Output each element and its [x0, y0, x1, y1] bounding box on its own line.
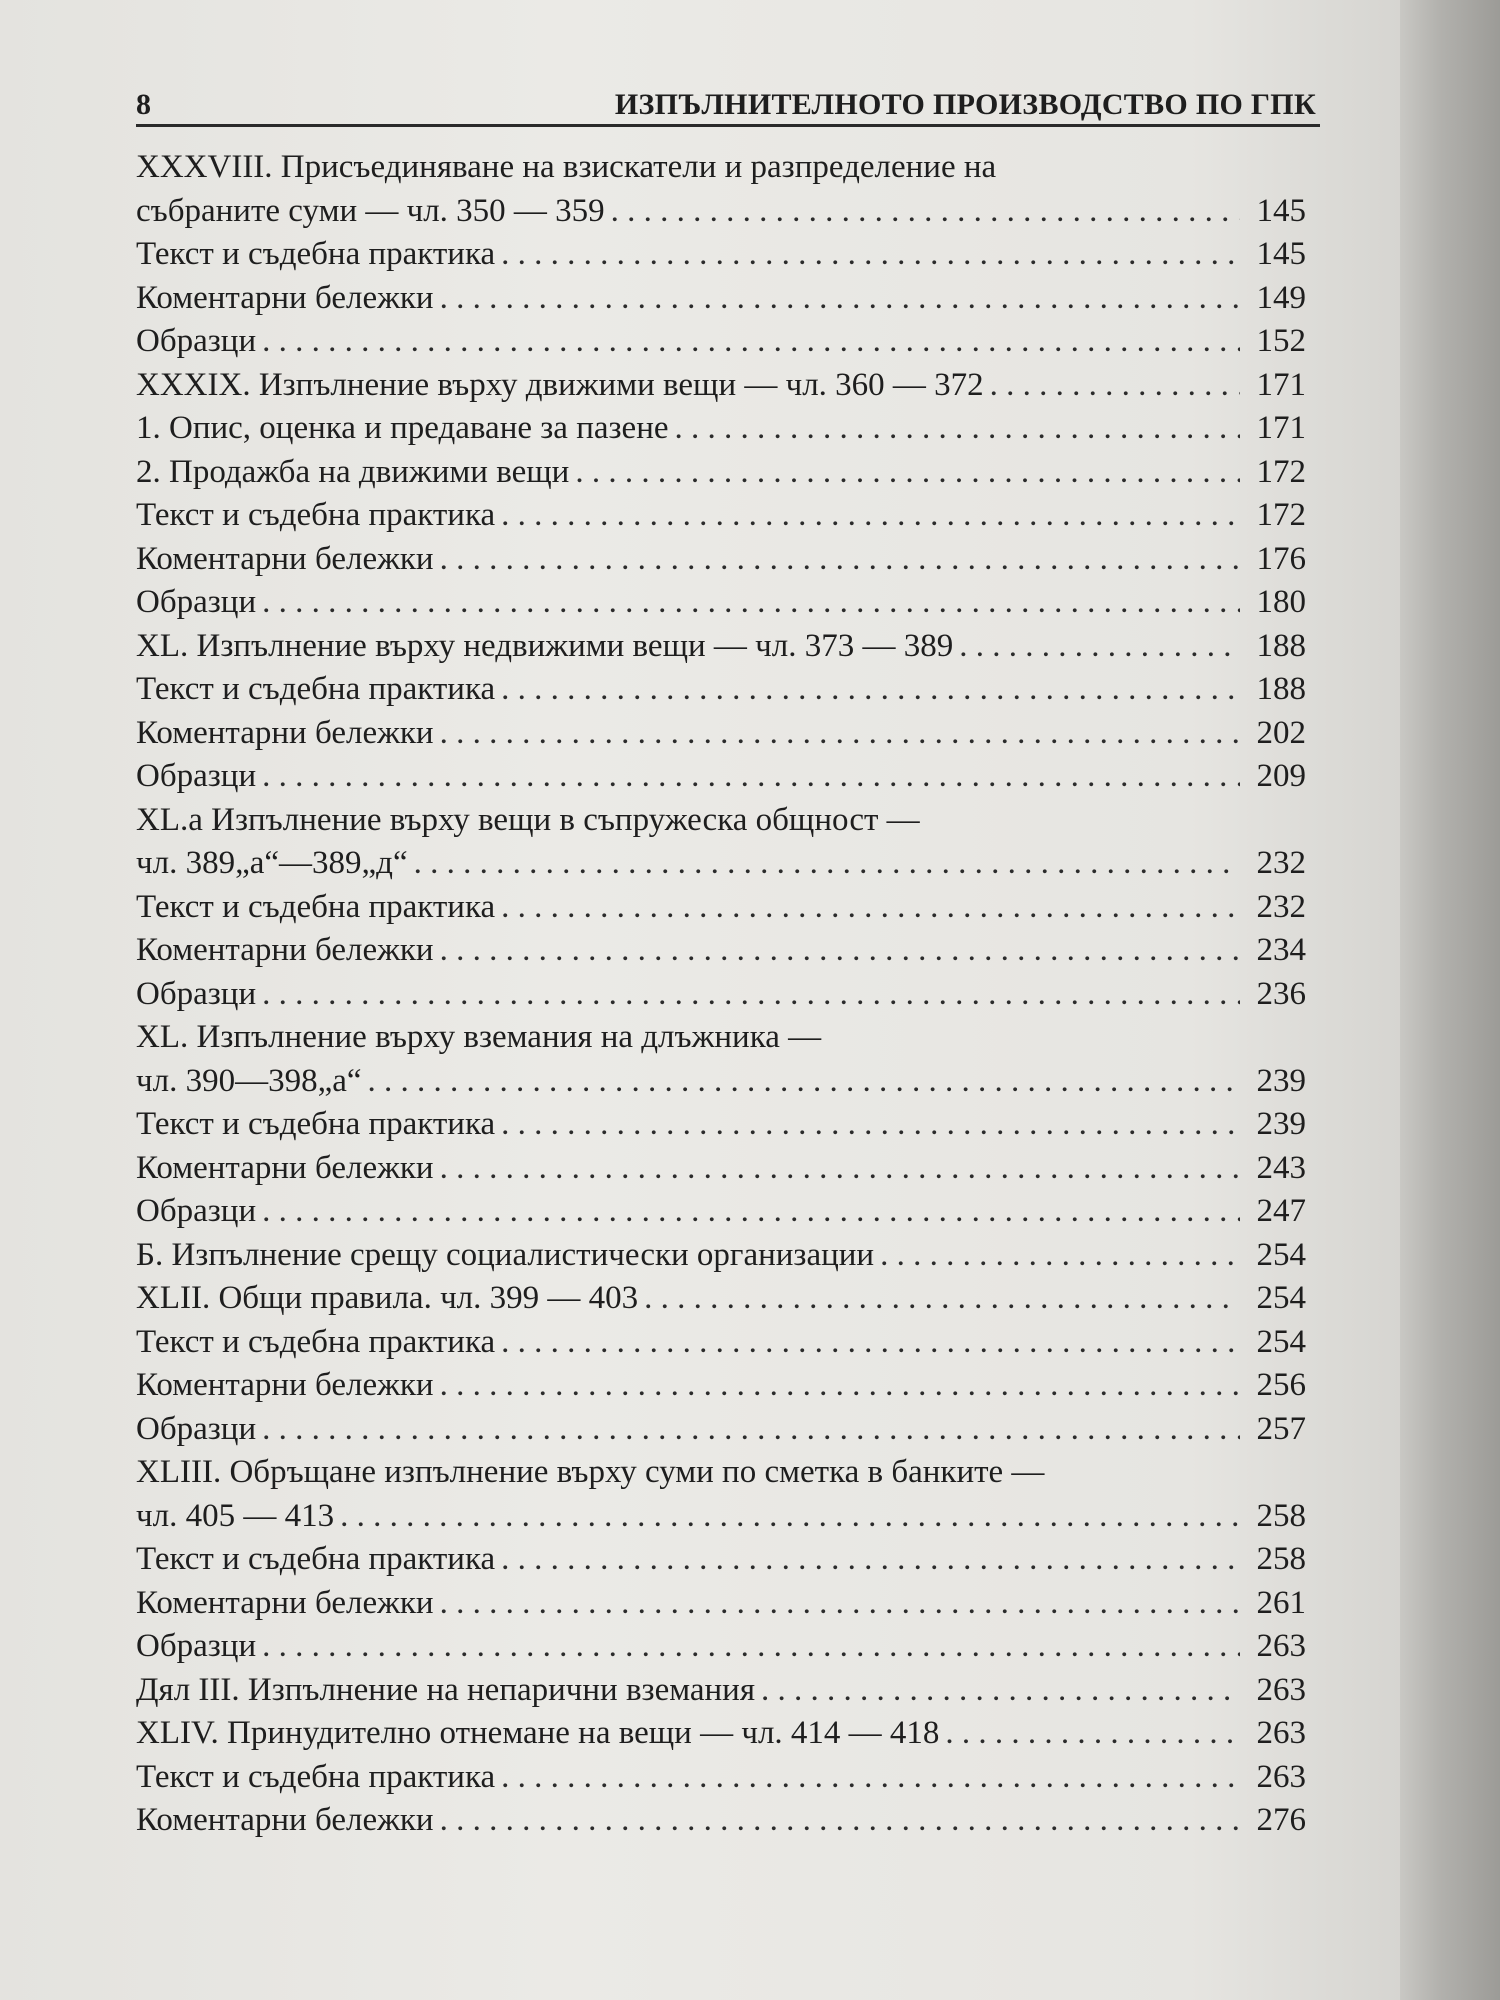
toc-line — [136, 320, 1306, 364]
dot-leader — [262, 973, 1240, 1017]
toc-page-number: 152 — [1256, 323, 1306, 359]
toc-entry — [136, 1451, 1306, 1538]
table-of-contents — [136, 146, 1306, 1843]
toc-page-number: 257 — [1256, 1410, 1306, 1447]
toc-line — [136, 755, 1306, 799]
toc-line — [136, 1234, 1306, 1278]
dot-leader — [262, 1408, 1240, 1452]
toc-line — [136, 1277, 1306, 1321]
toc-entry-title: Коментарни бележки — [136, 540, 434, 577]
toc-entry — [136, 755, 1306, 799]
toc-line — [136, 1756, 1306, 1800]
dot-leader — [262, 755, 1240, 799]
toc-line — [136, 364, 1306, 408]
toc-entry — [136, 1364, 1306, 1408]
toc-entry — [136, 668, 1306, 712]
page-number: 8 — [136, 88, 151, 121]
toc-line — [136, 581, 1306, 625]
toc-entry — [136, 1147, 1306, 1191]
toc-entry-title: Образци — [136, 1410, 257, 1447]
toc-entry-title: XL. Изпълнение върху недвижими вещи — чл. 373 — 389 — [136, 627, 954, 664]
toc-page-number: 263 — [1256, 1758, 1306, 1795]
toc-entry-title: Образци — [136, 1193, 257, 1229]
toc-page-number: 263 — [1256, 1628, 1306, 1664]
dot-leader — [262, 581, 1240, 625]
toc-entry-title: XLIII. Обръщане изпълнение върху суми по сметка в банките — — [136, 1454, 1045, 1490]
toc-line — [136, 625, 1306, 669]
toc-entry — [136, 451, 1306, 495]
toc-line — [136, 1712, 1306, 1756]
dot-leader — [990, 364, 1240, 408]
toc-entry-title: Дял III. Изпълнение на непарични вземания — [136, 1671, 756, 1708]
toc-line — [136, 712, 1306, 756]
dot-leader — [501, 233, 1240, 277]
toc-entry-title: Текст и съдебна практика — [136, 1106, 496, 1142]
toc-entry-title: чл. 405 — 413 — [136, 1497, 335, 1534]
dot-leader — [501, 1321, 1240, 1365]
dot-leader — [761, 1669, 1240, 1713]
toc-entry — [136, 625, 1306, 669]
toc-line — [136, 1799, 1306, 1843]
toc-entry-title: XXXVIII. Присъединяване на взискатели и разпределение на — [136, 149, 997, 185]
toc-line — [136, 842, 1306, 886]
toc-entry-title: Текст и съдебна практика — [136, 1323, 496, 1360]
toc-page-number: 258 — [1256, 1541, 1306, 1577]
toc-line — [136, 973, 1306, 1017]
toc-entry-title: Коментарни бележки — [136, 279, 434, 316]
dot-leader — [340, 1495, 1240, 1539]
running-title: ИЗПЪЛНИТЕЛНОТО ПРОИЗВОДСТВО ПО ГПК — [614, 88, 1316, 121]
toc-line — [136, 886, 1306, 930]
toc-page-number: 149 — [1256, 279, 1306, 316]
toc-page-number: 263 — [1256, 1671, 1306, 1708]
toc-page-number: 188 — [1256, 627, 1306, 664]
toc-page-number: 276 — [1256, 1802, 1306, 1838]
toc-entry-title: Коментарни бележки — [136, 1149, 434, 1186]
toc-entry-title: XLII. Общи правила. чл. 399 — 403 — [136, 1280, 639, 1316]
toc-entry-title: Текст и съдебна практика — [136, 671, 496, 707]
dot-leader — [262, 1190, 1240, 1234]
dot-leader — [644, 1277, 1240, 1321]
toc-page-number: 202 — [1256, 714, 1306, 751]
toc-page-number: 172 — [1256, 453, 1306, 490]
toc-page-number: 243 — [1256, 1149, 1306, 1186]
toc-line — [136, 1669, 1306, 1713]
toc-line — [136, 1364, 1306, 1408]
toc-line — [136, 929, 1306, 973]
toc-line — [136, 1016, 1306, 1060]
toc-entry-title: Текст и съдебна практика — [136, 497, 496, 533]
dot-leader — [262, 320, 1240, 364]
dot-leader — [501, 668, 1240, 712]
dot-leader — [675, 407, 1241, 451]
toc-page-number: 254 — [1256, 1280, 1306, 1316]
toc-page-number: 254 — [1256, 1323, 1306, 1360]
toc-page-number: 234 — [1256, 932, 1306, 968]
dot-leader — [440, 1582, 1240, 1626]
toc-entry-title: Коментарни бележки — [136, 714, 434, 751]
toc-line — [136, 407, 1306, 451]
dot-leader — [440, 538, 1240, 582]
toc-entry — [136, 1408, 1306, 1452]
toc-page-number: 256 — [1256, 1367, 1306, 1403]
toc-entry — [136, 1277, 1306, 1321]
toc-entry — [136, 320, 1306, 364]
toc-entry-title: чл. 390—398„а“ — [136, 1062, 362, 1099]
toc-entry-title: Коментарни бележки — [136, 932, 434, 968]
toc-entry — [136, 277, 1306, 321]
dot-leader — [414, 842, 1240, 886]
toc-page-number: 176 — [1256, 540, 1306, 577]
toc-line — [136, 668, 1306, 712]
toc-entry — [136, 799, 1306, 886]
toc-entry-title: чл. 389„а“—389„д“ — [136, 845, 408, 881]
toc-line — [136, 1495, 1306, 1539]
toc-entry-title: Образци — [136, 975, 257, 1012]
toc-line — [136, 1625, 1306, 1669]
toc-entry-title: Образци — [136, 1628, 257, 1664]
toc-entry — [136, 1799, 1306, 1843]
toc-entry — [136, 1582, 1306, 1626]
toc-entry-title: Коментарни бележки — [136, 1802, 434, 1838]
toc-line — [136, 1103, 1306, 1147]
toc-line — [136, 799, 1306, 843]
toc-page-number: 263 — [1256, 1715, 1306, 1751]
toc-entry-title: XL.а Изпълнение върху вещи в съпружеска общност — — [136, 801, 920, 838]
toc-entry-title: Коментарни бележки — [136, 1367, 434, 1403]
toc-line — [136, 1408, 1306, 1452]
toc-entry — [136, 581, 1306, 625]
dot-leader — [501, 1756, 1240, 1800]
toc-entry-title: XXXIX. Изпълнение върху движими вещи — чл. 360 — 372 — [136, 366, 984, 403]
toc-entry — [136, 233, 1306, 277]
toc-page-number: 188 — [1256, 671, 1306, 707]
dot-leader — [440, 277, 1240, 321]
toc-entry-title: XLIV. Принудително отнемане на вещи — чл. 414 — 418 — [136, 1715, 940, 1751]
toc-entry — [136, 1016, 1306, 1103]
toc-entry-title: Текст и съдебна практика — [136, 1541, 496, 1577]
dot-leader — [501, 494, 1240, 538]
toc-entry-title: Текст и съдебна практика — [136, 1758, 496, 1795]
toc-entry — [136, 712, 1306, 756]
dot-leader — [501, 1103, 1240, 1147]
dot-leader — [575, 451, 1240, 495]
toc-line — [136, 1190, 1306, 1234]
toc-line — [136, 1582, 1306, 1626]
toc-line — [136, 146, 1306, 190]
toc-line — [136, 190, 1306, 234]
toc-page-number: 239 — [1256, 1106, 1306, 1142]
toc-entry — [136, 1538, 1306, 1582]
toc-line — [136, 451, 1306, 495]
toc-line — [136, 277, 1306, 321]
toc-line — [136, 1538, 1306, 1582]
toc-entry — [136, 407, 1306, 451]
toc-entry — [136, 538, 1306, 582]
toc-line — [136, 233, 1306, 277]
toc-page-number: 258 — [1256, 1497, 1306, 1534]
dot-leader — [880, 1234, 1240, 1278]
dot-leader — [501, 1538, 1240, 1582]
toc-line — [136, 1147, 1306, 1191]
toc-page-number: 145 — [1256, 236, 1306, 272]
toc-line — [136, 1321, 1306, 1365]
toc-line — [136, 494, 1306, 538]
toc-line — [136, 538, 1306, 582]
toc-entry — [136, 1625, 1306, 1669]
toc-entry — [136, 1712, 1306, 1756]
toc-page-number: 254 — [1256, 1236, 1306, 1273]
toc-page-number: 247 — [1256, 1193, 1306, 1229]
toc-page-number: 261 — [1256, 1584, 1306, 1621]
dot-leader — [501, 886, 1240, 930]
page-header — [136, 76, 1320, 127]
dot-leader — [440, 1799, 1240, 1843]
toc-entry-title: събраните суми — чл. 350 — 359 — [136, 192, 605, 229]
toc-page-number: 232 — [1256, 888, 1306, 925]
dot-leader — [611, 190, 1240, 234]
toc-entry — [136, 973, 1306, 1017]
dot-leader — [262, 1625, 1240, 1669]
toc-page-number: 180 — [1256, 584, 1306, 620]
toc-entry-title: 1. Опис, оценка и предаване за пазене — [136, 410, 669, 446]
dot-leader — [440, 929, 1240, 973]
toc-entry — [136, 1234, 1306, 1278]
dot-leader — [959, 625, 1240, 669]
toc-entry — [136, 364, 1306, 408]
dot-leader — [945, 1712, 1240, 1756]
dot-leader — [440, 1364, 1240, 1408]
toc-page-number: 239 — [1256, 1062, 1306, 1099]
facing-page-edge — [1400, 0, 1500, 2000]
toc-entry-title: Б. Изпълнение срещу социалистически организации — [136, 1236, 875, 1273]
toc-entry — [136, 494, 1306, 538]
toc-entry — [136, 886, 1306, 930]
toc-entry-title: Образци — [136, 584, 257, 620]
toc-entry-title: Текст и съдебна практика — [136, 236, 496, 272]
toc-line — [136, 1060, 1306, 1104]
toc-entry-title: Коментарни бележки — [136, 1584, 434, 1621]
toc-page-number: 236 — [1256, 975, 1306, 1012]
toc-entry — [136, 1756, 1306, 1800]
toc-entry-title: Текст и съдебна практика — [136, 888, 496, 925]
toc-entry-title: Образци — [136, 758, 257, 794]
toc-entry — [136, 1669, 1306, 1713]
toc-line — [136, 1451, 1306, 1495]
dot-leader — [368, 1060, 1240, 1104]
toc-page-number: 145 — [1256, 192, 1306, 229]
toc-page-number: 171 — [1256, 410, 1306, 446]
dot-leader — [440, 712, 1240, 756]
toc-entry-title: XL. Изпълнение върху вземания на длъжника — — [136, 1019, 822, 1055]
toc-entry — [136, 146, 1306, 233]
toc-entry-title: 2. Продажба на движими вещи — [136, 453, 570, 490]
toc-page-number: 232 — [1256, 845, 1306, 881]
toc-page-number: 171 — [1256, 366, 1306, 403]
toc-entry — [136, 929, 1306, 973]
toc-page-number: 209 — [1256, 758, 1306, 794]
toc-entry — [136, 1103, 1306, 1147]
toc-entry — [136, 1321, 1306, 1365]
dot-leader — [440, 1147, 1240, 1191]
toc-page-number: 172 — [1256, 497, 1306, 533]
toc-entry-title: Образци — [136, 323, 257, 359]
toc-entry — [136, 1190, 1306, 1234]
